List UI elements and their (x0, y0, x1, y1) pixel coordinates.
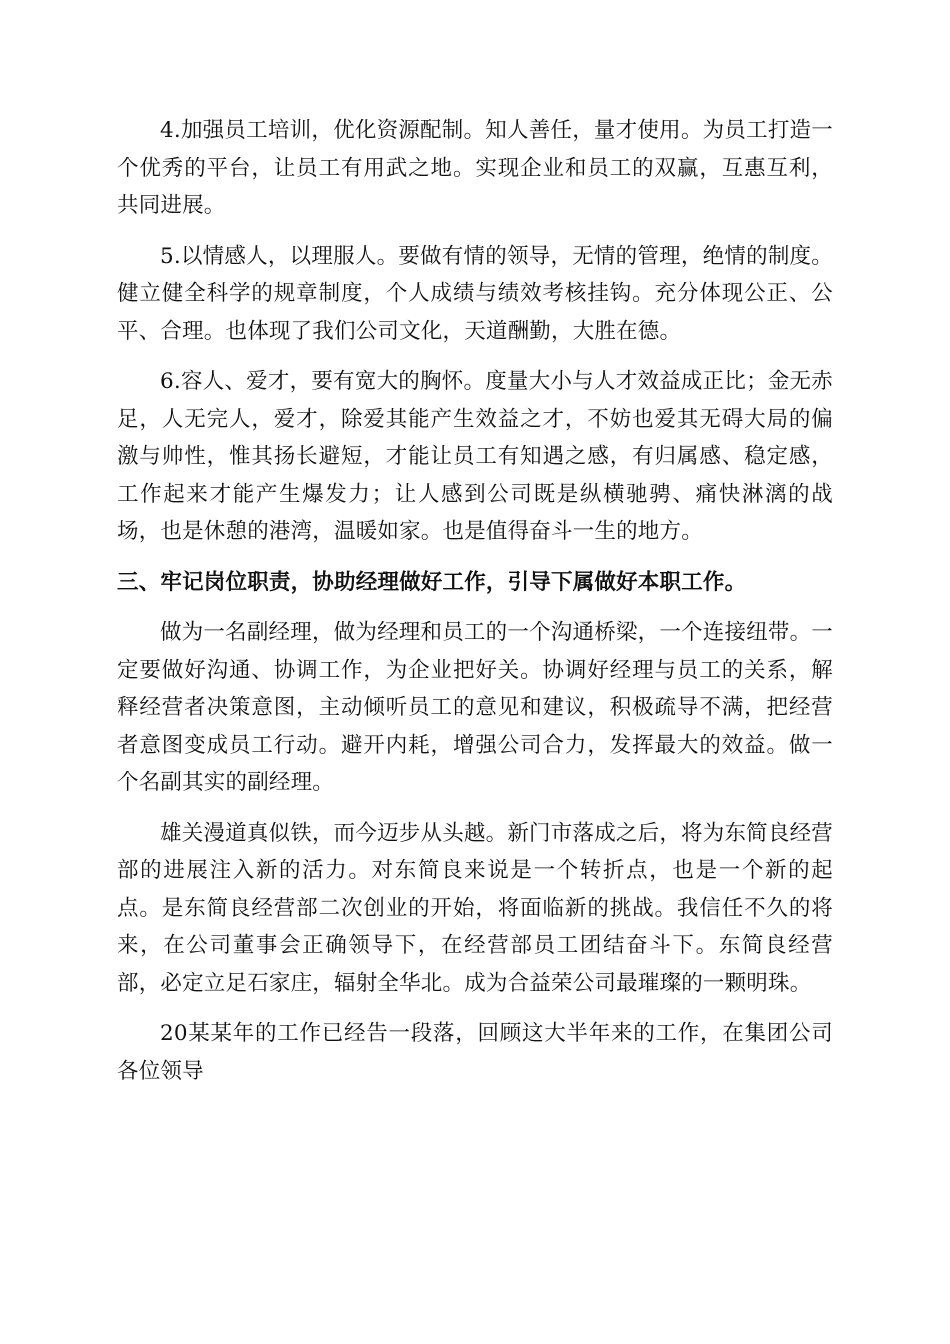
paragraph-item-4: 4.加强员工培训，优化资源配制。知人善任，量才使用。为员工打造一个优秀的平台，让员工有用武之地。实现企业和员工的双赢，互惠互利，共同进展。 (117, 118, 833, 218)
document-body (117, 112, 833, 1103)
paragraph-deputy-manager: 做为一名副经理，做为经理和员工的一个沟通桥梁，一个连接纽带。一定要做好沟通、协调工作，为企业把好关。协调好经理与员工的关系，解释经营者决策意图，主动倾听员工的意见和建议，积极疏导不满，把经营者意图变成员工行动。避开内耗，增强公司合力，发挥最大的效益。做一个名副其实的副经理。 (117, 620, 833, 795)
paragraph-item-6: 6.容人、爱才，要有宽大的胸怀。度量大小与人才效益成正比；金无赤足，人无完人，爱才，除爱其能产生效益之才，不妨也爱其无碍大局的偏激与帅性，惟其扬长避短，才能让员工有知遇之感，有归属感、稳定感，工作起来才能产生爆发力；让人感到公司既是纵横驰骋、痛快淋漓的战场，也是休憩的港湾，温暖如家。也是值得奋斗一生的地方。 (117, 369, 833, 544)
section-heading: 三、牢记岗位职责，协助经理做好工作，引导下属做好本职工作。 (117, 569, 747, 595)
paragraph-item-5: 5.以情感人，以理服人。要做有情的领导，无情的管理，绝情的制度。健立健全科学的规章制度，个人成绩与绩效考核挂钩。充分体现公正、公平、合理。也体现了我们公司文化，天道酬勤，大胜在德。 (117, 243, 833, 344)
paragraph-year-review: 20某某年的工作已经告一段落，回顾这大半年来的工作，在集团公司各位领导 (117, 1021, 833, 1084)
paragraph-outlook: 雄关漫道真似铁，而今迈步从头越。新门市落成之后，将为东简良经营部的进展注入新的活力。对东简良来说是一个转折点，也是一个新的起点。是东简良经营部二次创业的开始，将面临新的挑战。我信任不久的将来，在公司董事会正确领导下，在经营部员工团结奋斗下。东简良经营部，必定立足石家庄，辐射全华北。成为合益荣公司最璀璨的一颗明珠。 (117, 820, 833, 996)
